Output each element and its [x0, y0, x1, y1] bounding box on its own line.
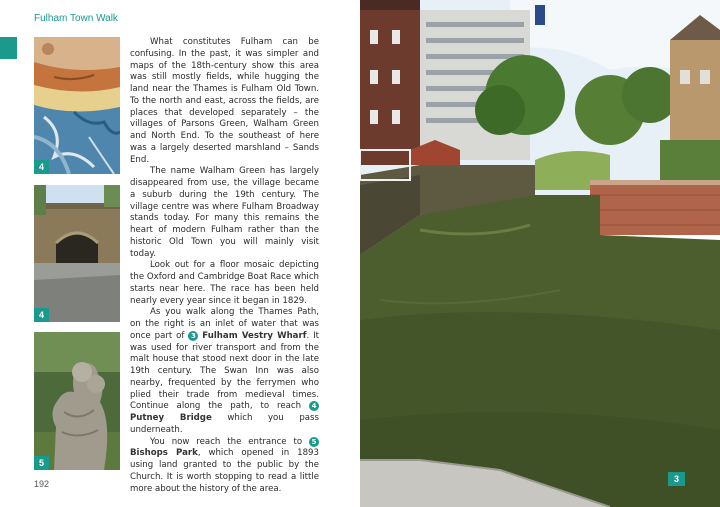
photo-badge: 4 [34, 160, 49, 174]
mosaic-photo [34, 37, 120, 174]
place-name: Putney Bridge [130, 413, 212, 423]
location-marker: 5 [309, 437, 319, 447]
statue-photo [34, 332, 120, 470]
chapter-tab [0, 37, 17, 59]
photo-badge: 4 [34, 308, 49, 322]
place-name: Fulham Vestry Wharf [202, 330, 307, 341]
paragraph: What constitutes Fulham can be confusing. In the past, it was simpler and maps of the 18th-century show this area was still mostly fields, while hugging the land near the Thames is Fulham Old Town. To the north and east, across the fields, are places that developed separately – the villages of Parsons Green, Walham Green and North End. To the southeast of here was a largely deserted marshland – Sands End. [130, 37, 319, 165]
paragraph: The name Walham Green has largely disappeared from use, the village became a suburb during the 19th century. The village centre was where Fulham Broadway stands today. For many this remains the heart of modern Fulham rather than the historic Old Town you will mainly visit today. [130, 166, 319, 259]
photo-badge: 3 [668, 472, 685, 486]
place-name: Bishops Park [130, 448, 198, 459]
location-marker: 3 [188, 331, 198, 341]
paragraph: As you walk along the Thames Path, on the right is an inlet of water that was once part of 3 Fulham Vestry Wharf. It was used for river transport and from the malt house that stood next door in the late 19th century. The Swan Inn was also nearby, frequented by the ferrymen who plied their trade from medieval times. Continue along the path, to reach 4 Putney Bridge which you pass underneath. [130, 307, 320, 435]
running-header: Fulham Town Walk [34, 13, 118, 24]
paragraph: You now reach the entrance to 5 Bishops Park, which opened in 1893 using land granted to the public by the Church. It is worth stopping to read a little more about the history of the area. [130, 436, 319, 494]
location-marker: 4 [309, 401, 319, 411]
photo-badge: 5 [34, 456, 49, 470]
wharf-photo [360, 0, 720, 507]
arch-photo [34, 185, 120, 322]
page-number: 192 [34, 479, 50, 489]
body-text [130, 37, 319, 495]
paragraph: Look out for a floor mosaic depicting the Oxford and Cambridge Boat Race which starts near here. The race has been held nearly every year since it began in 1829. [130, 260, 319, 306]
